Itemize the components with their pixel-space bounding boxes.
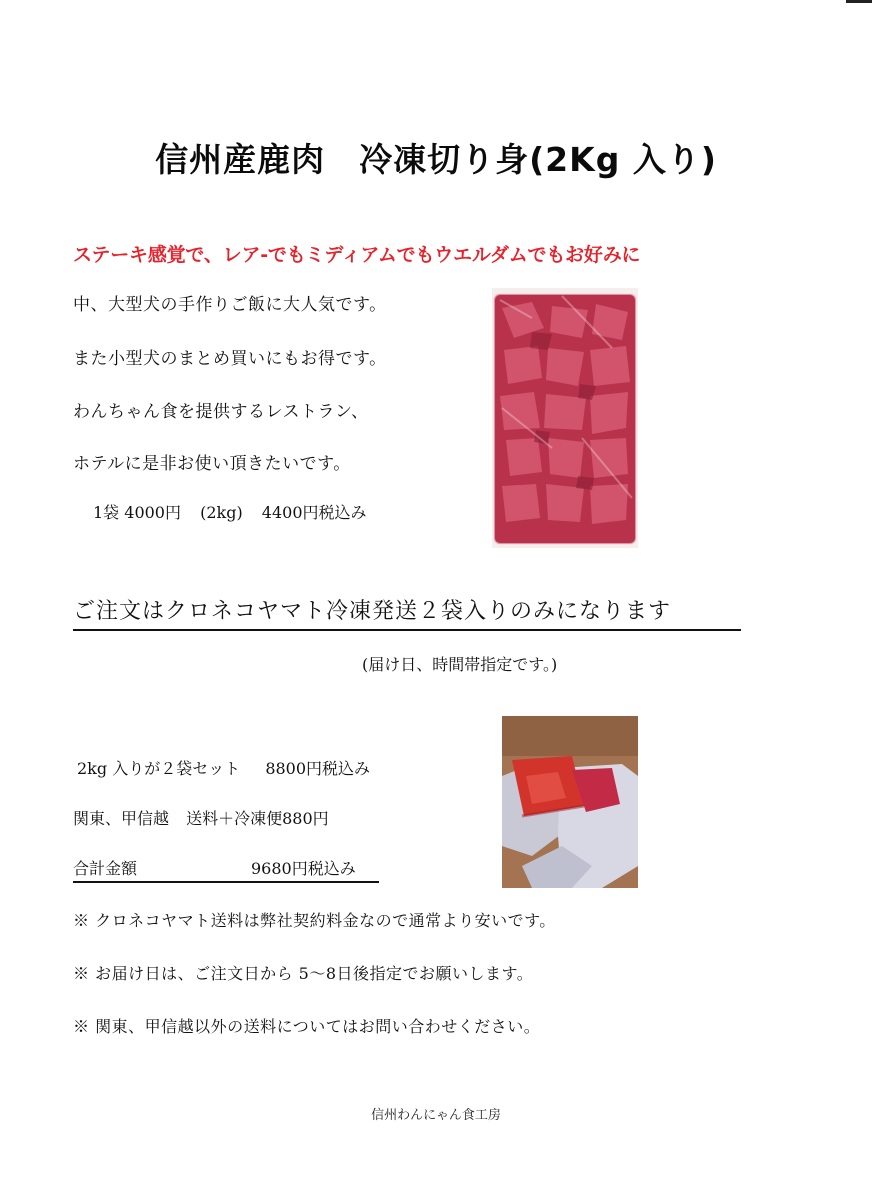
total-value: 9680円税込み <box>251 859 356 878</box>
shipping-region: 関東、甲信越 <box>73 809 170 828</box>
venison-cut-in-hand-photo <box>502 716 638 888</box>
set-offer <box>77 756 390 779</box>
unit-price-weight: (2kg) <box>200 503 243 522</box>
note-item: ※ 関東、甲信越以外の送料についてはお問い合わせください。 <box>73 1017 541 1036</box>
tagline: ステーキ感覚で、レア-でもミディアムでもウエルダムでもお好みに <box>73 244 641 266</box>
note-item: ※ クロネコヤマト送料は弊社契約料金なので通常より安いです。 <box>73 911 556 930</box>
total-amount <box>73 856 379 883</box>
page-title: 信州産鹿肉 冷凍切り身(2Kg 入り) <box>155 140 717 180</box>
intro-line: また小型犬のまとめ買いにもお得です。 <box>73 349 387 369</box>
intro-line: ホテルに是非お使い頂きたいです。 <box>73 454 351 474</box>
scan-corner-mark <box>846 0 872 3</box>
set-offer-label: 2kg 入りが２袋セット <box>77 759 241 778</box>
footer-shop-name: 信州わんにゃん食工房 <box>371 1108 501 1123</box>
shipping-fee-amount: 送料＋冷凍便880円 <box>186 809 329 828</box>
order-heading: ご注文はクロネコヤマト冷凍発送２袋入りのみになります <box>73 594 741 631</box>
intro-line: 中、大型犬の手作りご飯に大人気です。 <box>73 295 387 315</box>
set-offer-price: 8800円税込み <box>265 759 371 778</box>
unit-price-tax-included: 4400円税込み <box>261 503 367 522</box>
unit-price <box>93 500 381 523</box>
note-item: ※ お届け日は、ご注文日から 5～8日後指定でお願いします。 <box>73 964 534 983</box>
shipping-fee <box>73 806 341 829</box>
delivery-note: (届け日、時間帯指定です。) <box>362 655 558 674</box>
unit-price-per-bag: 1袋 4000円 <box>93 503 181 522</box>
frozen-venison-bag-photo <box>492 288 638 548</box>
total-label: 合計金額 <box>73 859 138 878</box>
intro-line: わんちゃん食を提供するレストラン、 <box>73 402 369 422</box>
